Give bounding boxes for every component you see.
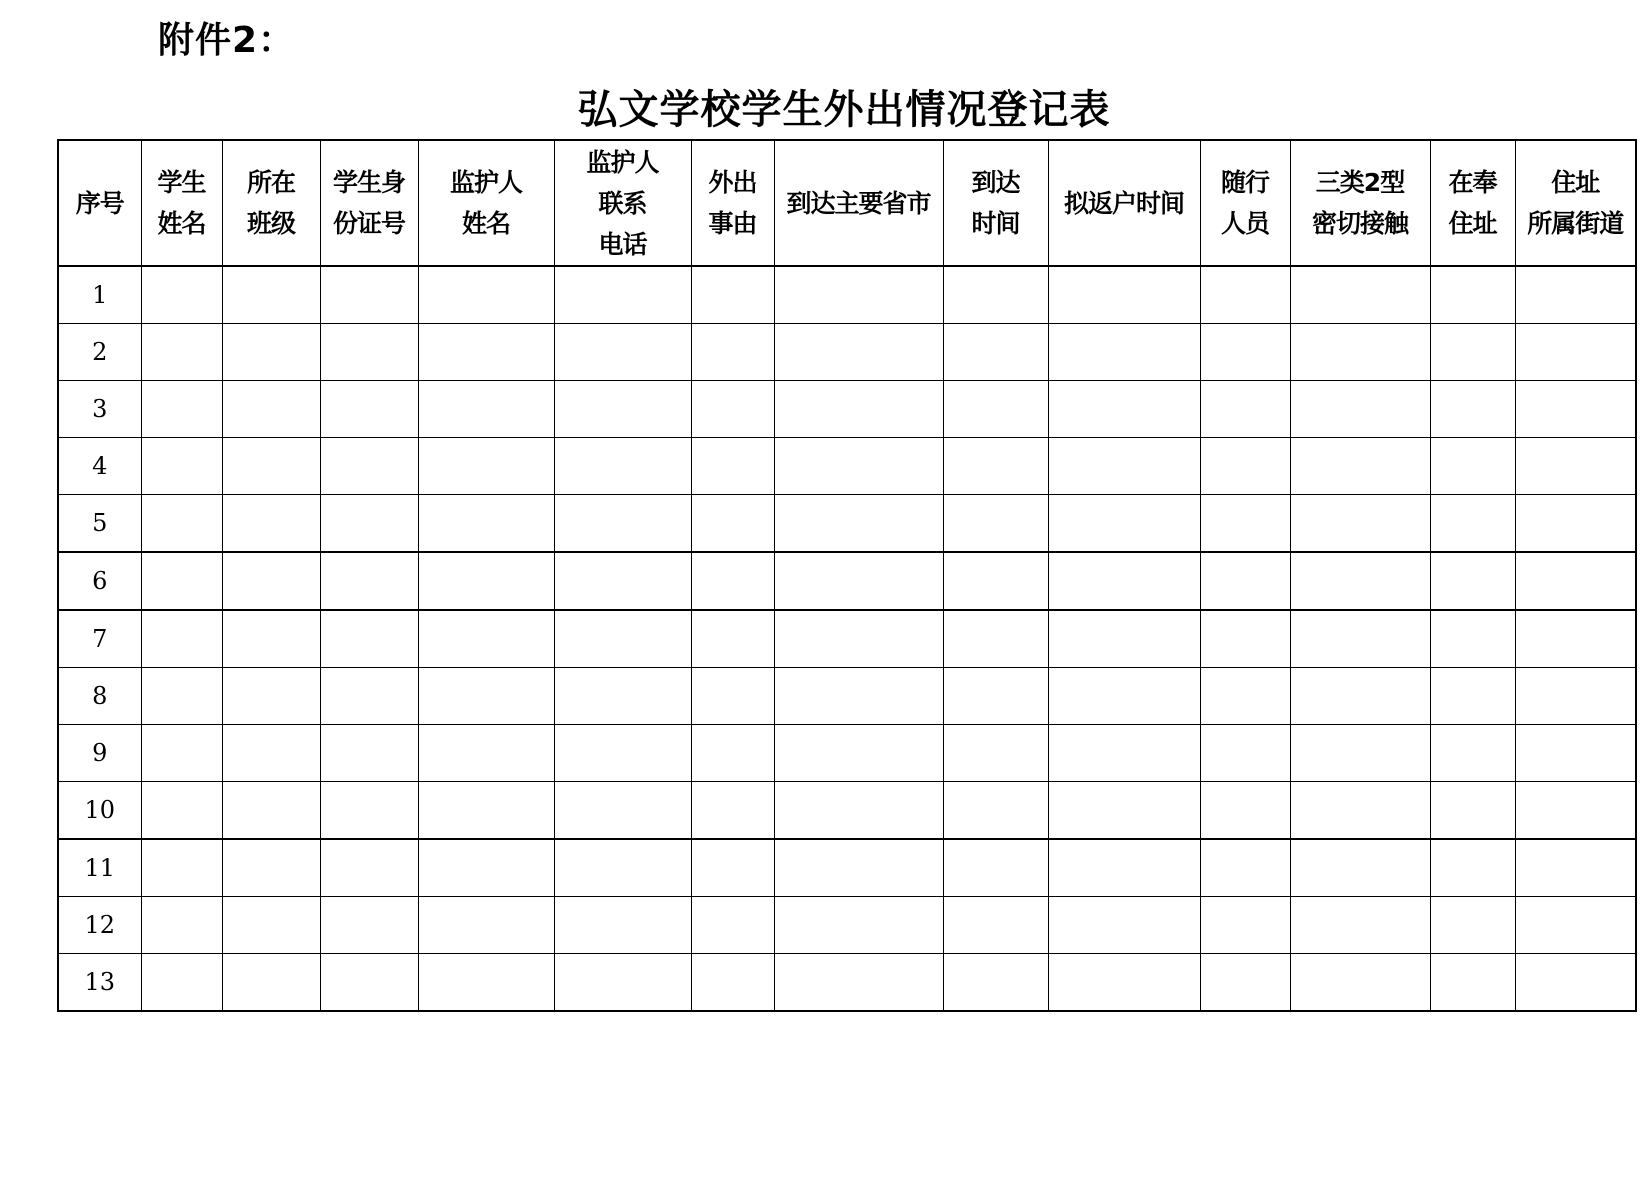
- attachment-label: 附件2：: [158, 20, 296, 61]
- table-row: [58, 610, 1636, 668]
- blank-entry-cell[interactable]: [1200, 438, 1290, 495]
- blank-entry-cell[interactable]: [141, 782, 222, 840]
- table-row: [58, 668, 1636, 725]
- table-body: [58, 266, 1636, 1011]
- blank-entry-cell[interactable]: [1430, 495, 1515, 553]
- blank-entry-cell[interactable]: [691, 897, 774, 954]
- column-header-line: 密切接触: [1311, 209, 1408, 238]
- column-header: [774, 140, 943, 266]
- column-header: [691, 140, 774, 266]
- blank-entry-cell[interactable]: [418, 381, 554, 438]
- column-header-line: 班级: [246, 209, 295, 238]
- blank-entry-cell[interactable]: [222, 954, 320, 1012]
- blank-entry-cell[interactable]: [1515, 266, 1636, 324]
- blank-entry-cell[interactable]: [691, 381, 774, 438]
- blank-entry-cell[interactable]: [691, 725, 774, 782]
- blank-entry-cell[interactable]: [1290, 897, 1430, 954]
- column-header-line: 三类2型: [1315, 168, 1405, 197]
- row-number: 10: [58, 782, 141, 840]
- blank-entry-cell[interactable]: [1048, 725, 1200, 782]
- blank-entry-cell[interactable]: [1200, 668, 1290, 725]
- blank-entry-cell[interactable]: [943, 381, 1048, 438]
- blank-entry-cell[interactable]: [141, 610, 222, 668]
- blank-entry-cell[interactable]: [554, 552, 691, 610]
- blank-entry-cell[interactable]: [1430, 381, 1515, 438]
- blank-entry-cell[interactable]: [1048, 668, 1200, 725]
- blank-entry-cell[interactable]: [774, 782, 943, 840]
- row-number: 11: [58, 839, 141, 897]
- column-header-line: 到达: [971, 168, 1020, 197]
- blank-entry-cell[interactable]: [691, 324, 774, 381]
- blank-entry-cell[interactable]: [1290, 954, 1430, 1012]
- blank-entry-cell[interactable]: [1515, 782, 1636, 840]
- blank-entry-cell[interactable]: [1515, 668, 1636, 725]
- blank-entry-cell[interactable]: [943, 266, 1048, 324]
- blank-entry-cell[interactable]: [320, 438, 418, 495]
- blank-entry-cell[interactable]: [141, 266, 222, 324]
- table-row: [58, 495, 1636, 553]
- column-header-line: 姓名: [157, 209, 206, 238]
- blank-entry-cell[interactable]: [1048, 610, 1200, 668]
- table-row: [58, 954, 1636, 1012]
- column-header-line: 拟返户时间: [1063, 188, 1184, 218]
- blank-entry-cell[interactable]: [320, 897, 418, 954]
- blank-entry-cell[interactable]: [774, 897, 943, 954]
- blank-entry-cell[interactable]: [691, 668, 774, 725]
- row-number: 9: [58, 725, 141, 782]
- blank-entry-cell[interactable]: [554, 954, 691, 1012]
- blank-entry-cell[interactable]: [1048, 782, 1200, 840]
- blank-entry-cell[interactable]: [1200, 381, 1290, 438]
- blank-entry-cell[interactable]: [691, 610, 774, 668]
- blank-entry-cell[interactable]: [554, 495, 691, 553]
- blank-entry-cell[interactable]: [1290, 552, 1430, 610]
- column-header-line: 住址: [1448, 209, 1497, 238]
- blank-entry-cell[interactable]: [943, 495, 1048, 553]
- blank-entry-cell[interactable]: [1430, 725, 1515, 782]
- blank-entry-cell[interactable]: [222, 438, 320, 495]
- blank-entry-cell[interactable]: [691, 552, 774, 610]
- column-header: [418, 140, 554, 266]
- table-row: [58, 897, 1636, 954]
- column-header-line: 序号: [75, 188, 124, 218]
- column-header-line: 份证号: [332, 209, 405, 238]
- row-number: 13: [58, 954, 141, 1012]
- column-header-line: 住址: [1551, 168, 1600, 197]
- blank-entry-cell[interactable]: [418, 552, 554, 610]
- column-header-line: 事由: [708, 209, 757, 238]
- blank-entry-cell[interactable]: [774, 552, 943, 610]
- blank-entry-cell[interactable]: [141, 954, 222, 1012]
- column-header-line: 随行: [1220, 168, 1269, 197]
- blank-entry-cell[interactable]: [320, 266, 418, 324]
- blank-entry-cell[interactable]: [320, 381, 418, 438]
- blank-entry-cell[interactable]: [1515, 552, 1636, 610]
- blank-entry-cell[interactable]: [1515, 897, 1636, 954]
- blank-entry-cell[interactable]: [1290, 495, 1430, 553]
- blank-entry-cell[interactable]: [141, 897, 222, 954]
- column-header-line: 时间: [971, 209, 1020, 238]
- blank-entry-cell[interactable]: [418, 610, 554, 668]
- table-row: [58, 438, 1636, 495]
- column-header-line: 所属街道: [1527, 209, 1624, 238]
- blank-entry-cell[interactable]: [1200, 954, 1290, 1012]
- blank-entry-cell[interactable]: [1290, 438, 1430, 495]
- row-number: 6: [58, 552, 141, 610]
- blank-entry-cell[interactable]: [1290, 266, 1430, 324]
- blank-entry-cell[interactable]: [943, 668, 1048, 725]
- column-header: [1290, 140, 1430, 266]
- blank-entry-cell[interactable]: [141, 438, 222, 495]
- blank-entry-cell[interactable]: [141, 495, 222, 553]
- blank-entry-cell[interactable]: [222, 782, 320, 840]
- blank-entry-cell[interactable]: [320, 954, 418, 1012]
- column-header: [1048, 140, 1200, 266]
- blank-entry-cell[interactable]: [1200, 552, 1290, 610]
- blank-entry-cell[interactable]: [1290, 839, 1430, 897]
- table-row: [58, 839, 1636, 897]
- blank-entry-cell[interactable]: [1200, 782, 1290, 840]
- header-row: [58, 140, 1636, 266]
- blank-entry-cell[interactable]: [774, 725, 943, 782]
- blank-entry-cell[interactable]: [691, 954, 774, 1012]
- blank-entry-cell[interactable]: [943, 897, 1048, 954]
- blank-entry-cell[interactable]: [1430, 954, 1515, 1012]
- blank-entry-cell[interactable]: [418, 839, 554, 897]
- blank-entry-cell[interactable]: [554, 839, 691, 897]
- column-header-line: 监护人: [449, 168, 522, 197]
- column-header-line: 到达主要省市: [786, 188, 931, 218]
- blank-entry-cell[interactable]: [774, 610, 943, 668]
- blank-entry-cell[interactable]: [1200, 266, 1290, 324]
- blank-entry-cell[interactable]: [554, 725, 691, 782]
- blank-entry-cell[interactable]: [418, 324, 554, 381]
- blank-entry-cell[interactable]: [418, 668, 554, 725]
- blank-entry-cell[interactable]: [222, 610, 320, 668]
- blank-entry-cell[interactable]: [774, 839, 943, 897]
- blank-entry-cell[interactable]: [141, 839, 222, 897]
- blank-entry-cell[interactable]: [1290, 324, 1430, 381]
- blank-entry-cell[interactable]: [943, 610, 1048, 668]
- blank-entry-cell[interactable]: [222, 839, 320, 897]
- blank-entry-cell[interactable]: [320, 839, 418, 897]
- column-header-line: 人员: [1220, 209, 1269, 238]
- blank-entry-cell[interactable]: [1515, 954, 1636, 1012]
- row-number: 3: [58, 381, 141, 438]
- blank-entry-cell[interactable]: [1048, 381, 1200, 438]
- blank-entry-cell[interactable]: [1048, 552, 1200, 610]
- document-title: 弘文学校学生外出情况登记表: [577, 87, 1111, 133]
- blank-entry-cell[interactable]: [1515, 495, 1636, 553]
- blank-entry-cell[interactable]: [1515, 725, 1636, 782]
- column-header-line: 电话: [598, 229, 647, 259]
- blank-entry-cell[interactable]: [141, 381, 222, 438]
- blank-entry-cell[interactable]: [1515, 839, 1636, 897]
- blank-entry-cell[interactable]: [418, 954, 554, 1012]
- blank-entry-cell[interactable]: [418, 266, 554, 324]
- blank-entry-cell[interactable]: [774, 381, 943, 438]
- blank-entry-cell[interactable]: [554, 610, 691, 668]
- blank-entry-cell[interactable]: [774, 495, 943, 553]
- blank-entry-cell[interactable]: [141, 668, 222, 725]
- blank-entry-cell[interactable]: [774, 266, 943, 324]
- table-row: [58, 381, 1636, 438]
- blank-entry-cell[interactable]: [1048, 897, 1200, 954]
- blank-entry-cell[interactable]: [418, 897, 554, 954]
- blank-entry-cell[interactable]: [222, 381, 320, 438]
- blank-entry-cell[interactable]: [1290, 782, 1430, 840]
- blank-entry-cell[interactable]: [554, 668, 691, 725]
- blank-entry-cell[interactable]: [943, 552, 1048, 610]
- blank-entry-cell[interactable]: [320, 610, 418, 668]
- row-number: 5: [58, 495, 141, 553]
- blank-entry-cell[interactable]: [1515, 610, 1636, 668]
- blank-entry-cell[interactable]: [691, 495, 774, 553]
- blank-entry-cell[interactable]: [691, 839, 774, 897]
- column-header-line: 监护人: [586, 147, 659, 177]
- blank-entry-cell[interactable]: [320, 782, 418, 840]
- column-header-line: 在奉: [1448, 168, 1497, 197]
- row-number: 12: [58, 897, 141, 954]
- column-header: [58, 140, 141, 266]
- blank-entry-cell[interactable]: [418, 782, 554, 840]
- blank-entry-cell[interactable]: [1430, 782, 1515, 840]
- blank-entry-cell[interactable]: [691, 266, 774, 324]
- blank-entry-cell[interactable]: [554, 381, 691, 438]
- blank-entry-cell[interactable]: [1430, 610, 1515, 668]
- table-row: [58, 782, 1636, 840]
- blank-entry-cell[interactable]: [418, 495, 554, 553]
- blank-entry-cell[interactable]: [320, 668, 418, 725]
- blank-entry-cell[interactable]: [222, 552, 320, 610]
- table-row: [58, 266, 1636, 324]
- column-header: [141, 140, 222, 266]
- blank-entry-cell[interactable]: [1430, 552, 1515, 610]
- blank-entry-cell[interactable]: [1290, 668, 1430, 725]
- table-row: [58, 725, 1636, 782]
- column-header: [320, 140, 418, 266]
- column-header-line: 姓名: [461, 209, 510, 238]
- blank-entry-cell[interactable]: [1200, 725, 1290, 782]
- column-header: [1200, 140, 1290, 266]
- column-header: [943, 140, 1048, 266]
- blank-entry-cell[interactable]: [943, 839, 1048, 897]
- blank-entry-cell[interactable]: [222, 897, 320, 954]
- blank-entry-cell[interactable]: [1200, 610, 1290, 668]
- blank-entry-cell[interactable]: [222, 266, 320, 324]
- column-header-line: 所在: [246, 168, 295, 197]
- blank-entry-cell[interactable]: [1430, 266, 1515, 324]
- blank-entry-cell[interactable]: [222, 725, 320, 782]
- row-number: 4: [58, 438, 141, 495]
- blank-entry-cell[interactable]: [1048, 266, 1200, 324]
- blank-entry-cell[interactable]: [222, 668, 320, 725]
- blank-entry-cell[interactable]: [418, 438, 554, 495]
- blank-entry-cell[interactable]: [554, 266, 691, 324]
- blank-entry-cell[interactable]: [1515, 438, 1636, 495]
- blank-entry-cell[interactable]: [1200, 495, 1290, 553]
- blank-entry-cell[interactable]: [1290, 610, 1430, 668]
- blank-entry-cell[interactable]: [320, 725, 418, 782]
- column-header-line: 学生身: [332, 168, 405, 197]
- blank-entry-cell[interactable]: [418, 725, 554, 782]
- blank-entry-cell[interactable]: [554, 897, 691, 954]
- blank-entry-cell[interactable]: [691, 438, 774, 495]
- column-header: [1430, 140, 1515, 266]
- blank-entry-cell[interactable]: [943, 725, 1048, 782]
- blank-entry-cell[interactable]: [1048, 324, 1200, 381]
- blank-entry-cell[interactable]: [774, 954, 943, 1012]
- blank-entry-cell[interactable]: [1290, 381, 1430, 438]
- blank-entry-cell[interactable]: [1430, 839, 1515, 897]
- blank-entry-cell[interactable]: [222, 495, 320, 553]
- blank-entry-cell[interactable]: [141, 324, 222, 381]
- blank-entry-cell[interactable]: [1048, 954, 1200, 1012]
- row-number: 2: [58, 324, 141, 381]
- blank-entry-cell[interactable]: [320, 495, 418, 553]
- table-row: [58, 552, 1636, 610]
- blank-entry-cell[interactable]: [1200, 839, 1290, 897]
- column-header-line: 联系: [598, 188, 647, 218]
- blank-entry-cell[interactable]: [141, 552, 222, 610]
- blank-entry-cell[interactable]: [943, 324, 1048, 381]
- blank-entry-cell[interactable]: [691, 782, 774, 840]
- row-number: 8: [58, 668, 141, 725]
- blank-entry-cell[interactable]: [943, 954, 1048, 1012]
- registration-table: [57, 139, 1637, 1012]
- column-header: [222, 140, 320, 266]
- blank-entry-cell[interactable]: [774, 324, 943, 381]
- blank-entry-cell[interactable]: [1048, 495, 1200, 553]
- blank-entry-cell[interactable]: [1290, 725, 1430, 782]
- blank-entry-cell[interactable]: [1048, 438, 1200, 495]
- blank-entry-cell[interactable]: [1200, 897, 1290, 954]
- blank-entry-cell[interactable]: [1515, 324, 1636, 381]
- blank-entry-cell[interactable]: [320, 324, 418, 381]
- column-header: [1515, 140, 1636, 266]
- blank-entry-cell[interactable]: [320, 552, 418, 610]
- table-row: [58, 324, 1636, 381]
- blank-entry-cell[interactable]: [141, 725, 222, 782]
- row-number: 1: [58, 266, 141, 324]
- column-header-line: 学生: [157, 168, 206, 197]
- blank-entry-cell[interactable]: [554, 438, 691, 495]
- blank-entry-cell[interactable]: [1200, 324, 1290, 381]
- blank-entry-cell[interactable]: [1515, 381, 1636, 438]
- blank-entry-cell[interactable]: [554, 782, 691, 840]
- row-number: 7: [58, 610, 141, 668]
- blank-entry-cell[interactable]: [943, 782, 1048, 840]
- blank-entry-cell[interactable]: [774, 668, 943, 725]
- blank-entry-cell[interactable]: [1430, 668, 1515, 725]
- blank-entry-cell[interactable]: [222, 324, 320, 381]
- blank-entry-cell[interactable]: [1430, 324, 1515, 381]
- blank-entry-cell[interactable]: [943, 438, 1048, 495]
- blank-entry-cell[interactable]: [1048, 839, 1200, 897]
- blank-entry-cell[interactable]: [1430, 438, 1515, 495]
- blank-entry-cell[interactable]: [774, 438, 943, 495]
- blank-entry-cell[interactable]: [1430, 897, 1515, 954]
- column-header-line: 外出: [708, 168, 757, 197]
- blank-entry-cell[interactable]: [554, 324, 691, 381]
- column-header: [554, 140, 691, 266]
